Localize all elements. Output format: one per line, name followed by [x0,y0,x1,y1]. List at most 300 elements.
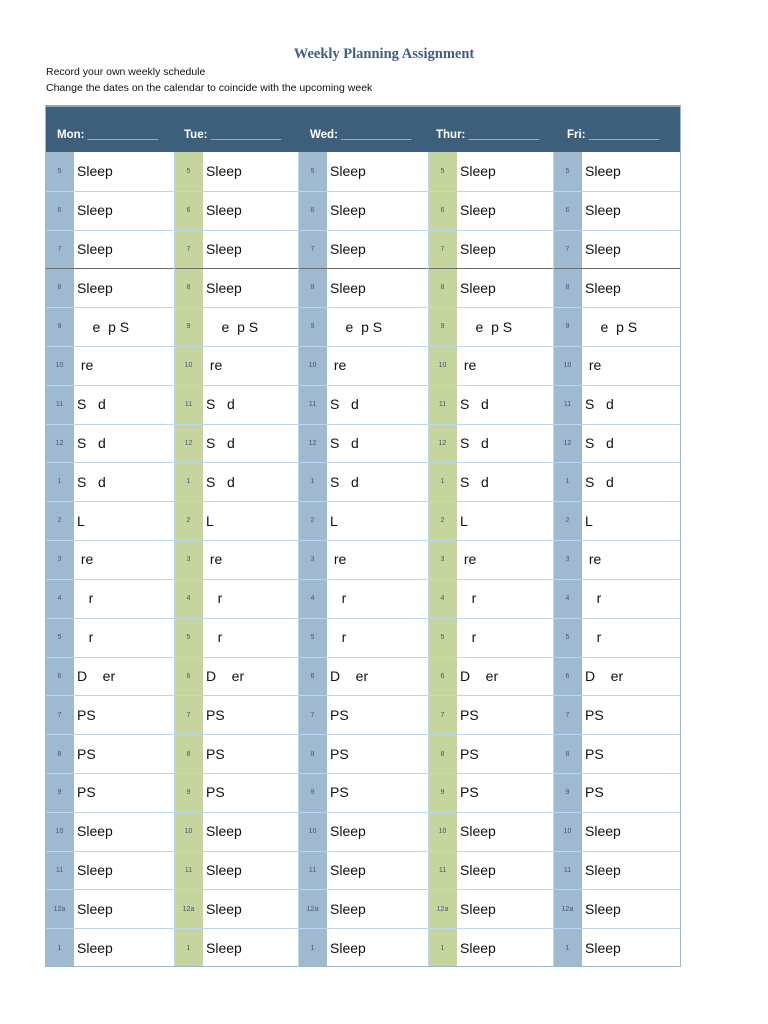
schedule-cell[interactable] [298,851,428,890]
hour-label: 3 [310,555,315,563]
activity-text[interactable]: D er [460,667,499,684]
activity-text[interactable]: Sleep [206,861,242,878]
schedule-cell[interactable] [298,773,428,812]
row-divider [45,346,681,347]
hour-label: 8 [428,734,457,773]
activity-text[interactable]: Sleep [206,939,242,956]
activity-text[interactable]: Sleep [330,202,366,219]
hour-label: 7 [553,695,582,734]
activity-text[interactable]: PS [460,745,479,762]
schedule-cell[interactable] [45,618,174,657]
schedule-cell[interactable] [553,501,681,540]
schedule-cell[interactable] [45,657,174,696]
hour-label: 2 [57,517,62,525]
schedule-cell[interactable] [174,462,298,501]
activity-text[interactable]: PS [330,745,349,762]
activity-text[interactable]: Sleep [77,202,113,219]
schedule-cell[interactable] [428,307,553,346]
schedule-cell[interactable] [428,501,553,540]
schedule-cell[interactable] [298,424,428,463]
row-divider [45,385,681,386]
activity-text[interactable]: re [206,357,223,374]
hour-label: 1 [428,928,457,967]
hour-label: 2 [310,517,315,525]
column-divider [174,152,175,967]
hour-label: 11 [45,851,74,890]
schedule-cell[interactable] [45,191,174,230]
activity-text[interactable]: Sleep [77,823,113,840]
schedule-cell[interactable] [428,424,553,463]
activity-text[interactable]: Sleep [585,861,621,878]
page-title: Weekly Planning Assignment [293,46,475,62]
schedule-cell[interactable] [174,385,298,424]
schedule-cell[interactable] [45,734,174,773]
hour-label: 6 [428,657,457,696]
schedule-cell[interactable] [298,657,428,696]
activity-text[interactable]: Sleep [206,241,242,257]
schedule-cell[interactable] [45,268,174,307]
day-column-wed [298,152,428,967]
hour-label: 5 [186,167,191,175]
hour-label: 12 [184,439,193,447]
hour-label: 10 [45,812,74,851]
activity-text[interactable]: S d [77,473,106,490]
activity-text[interactable]: Sleep [330,939,366,956]
schedule-cell[interactable] [553,540,681,579]
schedule-cell[interactable] [553,268,681,307]
activity-text[interactable]: Sleep [77,241,113,257]
hour-label: 5 [565,633,570,641]
row-divider [45,579,681,580]
activity-text[interactable]: PS [206,784,225,801]
activity-text[interactable]: S d [460,473,489,490]
schedule-cell[interactable] [553,462,681,501]
hour-label: 10 [553,812,582,851]
schedule-cell[interactable] [174,695,298,734]
schedule-cell[interactable] [553,346,681,385]
schedule-cell[interactable] [553,152,681,191]
activity-text[interactable]: Sleep [585,279,621,296]
row-divider [45,851,681,852]
activity-text[interactable]: S d [460,396,489,413]
activity-text[interactable]: Sleep [77,279,113,296]
hour-label: 5 [565,167,570,175]
hour-label: 8 [565,284,570,292]
hour-label: 12a [553,889,582,928]
activity-text[interactable]: Sleep [460,861,496,878]
activity-text[interactable]: S d [330,396,359,413]
hour-label: 7 [174,695,203,734]
schedule-cell[interactable] [298,695,428,734]
activity-text[interactable]: PS [77,784,96,801]
activity-text[interactable]: L [77,512,85,529]
activity-text[interactable]: Sleep [77,861,113,878]
schedule-cell[interactable] [428,618,553,657]
activity-text[interactable]: Sleep [330,900,366,917]
schedule-cell[interactable] [553,928,681,967]
activity-text[interactable]: Sleep [460,900,496,917]
activity-text[interactable]: r [330,590,347,607]
hour-label: 8 [310,284,315,292]
hour-label: 12a [428,889,457,928]
activity-text[interactable]: r [330,629,347,646]
activity-text[interactable]: r [206,590,223,607]
schedule-cell[interactable] [45,579,174,618]
row-divider [45,773,681,774]
column-divider [428,152,429,967]
activity-text[interactable]: Sleep [460,939,496,956]
schedule-cell[interactable] [298,928,428,967]
schedule-cell[interactable] [553,424,681,463]
activity-text[interactable]: r [77,590,94,607]
activity-text[interactable]: Sleep [77,163,113,180]
schedule-cell[interactable] [298,346,428,385]
activity-text[interactable]: S d [585,473,614,490]
row-divider [45,889,681,890]
schedule-cell[interactable] [174,268,298,307]
activity-text[interactable]: r [585,590,602,607]
activity-text[interactable]: Sleep [585,939,621,956]
activity-text[interactable]: r [585,629,602,646]
schedule-cell[interactable] [553,191,681,230]
day-header-tue[interactable]: Tue: ___________ [184,129,281,141]
schedule-cell[interactable] [174,889,298,928]
activity-text[interactable]: Sleep [77,900,113,917]
activity-text[interactable]: e p S [330,318,383,335]
activity-text[interactable]: S d [77,435,106,452]
hour-label: 9 [57,323,62,331]
hour-label: 3 [57,555,62,563]
activity-text[interactable]: Sleep [206,163,242,180]
activity-text[interactable]: S d [585,396,614,413]
activity-text[interactable]: re [77,357,94,374]
schedule-cell[interactable] [174,812,298,851]
activity-text[interactable]: S d [206,473,235,490]
activity-text[interactable]: e p S [77,318,130,335]
row-divider [45,424,681,425]
activity-text[interactable]: L [585,512,593,529]
row-divider [45,618,681,619]
hour-label: 10 [563,361,572,369]
schedule-cell[interactable] [298,618,428,657]
activity-text[interactable]: Sleep [585,823,621,840]
activity-text[interactable]: Sleep [206,823,242,840]
activity-text[interactable]: D er [206,667,245,684]
activity-text[interactable]: re [330,551,347,568]
activity-text[interactable]: S d [585,435,614,452]
schedule-cell[interactable] [45,812,174,851]
activity-text[interactable]: Sleep [585,900,621,917]
schedule-cell[interactable] [428,695,553,734]
activity-text[interactable]: re [77,551,94,568]
schedule-cell[interactable] [553,657,681,696]
schedule-cell[interactable] [428,346,553,385]
activity-text[interactable]: D er [330,667,369,684]
activity-text[interactable]: Sleep [206,202,242,219]
hour-label: 10 [438,361,447,369]
activity-text[interactable]: PS [77,706,96,723]
schedule-cell[interactable] [428,579,553,618]
schedule-cell[interactable] [553,695,681,734]
activity-text[interactable]: Sleep [585,241,621,257]
schedule-cell[interactable] [45,152,174,191]
schedule-cell[interactable] [174,424,298,463]
hour-label: 1 [45,928,74,967]
activity-text[interactable]: Sleep [460,163,496,180]
schedule-cell[interactable] [298,152,428,191]
hour-label: 11 [428,851,457,890]
activity-text[interactable]: Sleep [330,241,366,257]
activity-text[interactable]: r [206,629,223,646]
activity-text[interactable]: PS [206,745,225,762]
hour-label: 7 [440,245,445,253]
schedule-cell[interactable] [553,889,681,928]
day-column-thur [428,152,553,967]
day-header-mon[interactable]: Mon: ___________ [57,129,159,141]
activity-text[interactable]: Sleep [206,279,242,296]
schedule-cell[interactable] [428,230,553,269]
schedule-cell[interactable] [298,230,428,269]
activity-text[interactable]: PS [460,706,479,723]
row-divider [45,695,681,696]
schedule-cell[interactable] [553,579,681,618]
activity-text[interactable]: Sleep [585,202,621,219]
schedule-cell[interactable] [174,579,298,618]
hour-label: 7 [186,245,191,253]
schedule-cell[interactable] [45,928,174,967]
schedule-cell[interactable] [45,851,174,890]
schedule-cell[interactable] [298,462,428,501]
schedule-cell[interactable] [298,501,428,540]
activity-text[interactable]: PS [206,706,225,723]
schedule-cell[interactable] [553,812,681,851]
schedule-cell[interactable] [174,152,298,191]
hour-label: 3 [186,555,191,563]
hour-label: 12a [45,889,74,928]
activity-text[interactable]: L [330,512,338,529]
schedule-cell[interactable] [428,812,553,851]
schedule-cell[interactable] [428,268,553,307]
schedule-cell[interactable] [428,540,553,579]
hour-label: 12a [174,889,203,928]
schedule-cell[interactable] [428,851,553,890]
hour-label: 2 [440,517,445,525]
activity-text[interactable]: PS [585,784,604,801]
activity-text[interactable]: S d [330,435,359,452]
schedule-cell[interactable] [45,346,174,385]
hour-label: 1 [565,478,570,486]
activity-text[interactable]: Sleep [585,163,621,180]
activity-text[interactable]: re [330,357,347,374]
activity-text[interactable]: Sleep [460,823,496,840]
schedule-cell[interactable] [553,230,681,269]
day-header-wed[interactable]: Wed: ___________ [310,129,412,141]
hour-label: 6 [565,206,570,214]
activity-text[interactable]: re [460,551,477,568]
hour-label: 9 [310,323,315,331]
schedule-cell[interactable] [428,657,553,696]
activity-text[interactable]: D er [77,667,116,684]
activity-text[interactable]: re [460,357,477,374]
day-header-thur[interactable]: Thur: ___________ [436,129,539,141]
activity-text[interactable]: Sleep [77,939,113,956]
schedule-cell[interactable] [298,268,428,307]
column-divider [553,152,554,967]
activity-text[interactable]: PS [330,784,349,801]
schedule-cell[interactable] [174,773,298,812]
schedule-cell[interactable] [174,618,298,657]
grid-border [45,966,681,967]
hour-label: 6 [553,657,582,696]
activity-text[interactable]: e p S [460,318,513,335]
schedule-cell[interactable] [174,657,298,696]
activity-text[interactable]: Sleep [460,241,496,257]
schedule-cell[interactable] [428,191,553,230]
activity-text[interactable]: PS [460,784,479,801]
activity-text[interactable]: L [460,512,468,529]
activity-text[interactable]: Sleep [330,861,366,878]
hour-label: 5 [57,633,62,641]
schedule-cell[interactable] [174,851,298,890]
schedule-cell[interactable] [428,889,553,928]
hour-label: 4 [186,594,191,602]
schedule-cell[interactable] [298,385,428,424]
activity-text[interactable]: D er [585,667,624,684]
row-divider [45,928,681,929]
hour-label: 12 [563,439,572,447]
hour-label: 11 [298,851,327,890]
activity-text[interactable]: e p S [206,318,259,335]
schedule-cell[interactable] [45,889,174,928]
hour-label: 5 [440,633,445,641]
day-header-fri[interactable]: Fri: ___________ [567,129,660,141]
activity-text[interactable]: PS [330,706,349,723]
row-divider [45,812,681,813]
schedule-cell[interactable] [553,385,681,424]
schedule-cell[interactable] [553,307,681,346]
hour-label: 1 [186,478,191,486]
schedule-cell[interactable] [174,307,298,346]
activity-text[interactable]: S d [206,435,235,452]
schedule-cell[interactable] [174,540,298,579]
activity-text[interactable]: PS [77,745,96,762]
activity-text[interactable]: S d [77,396,106,413]
hour-label: 11 [174,851,203,890]
activity-text[interactable]: S d [460,435,489,452]
activity-text[interactable]: PS [585,706,604,723]
activity-text[interactable]: PS [585,745,604,762]
hour-label: 5 [186,633,191,641]
hour-label: 10 [308,361,317,369]
activity-text[interactable]: re [585,357,602,374]
activity-text[interactable]: Sleep [330,279,366,296]
hour-label: 7 [428,695,457,734]
hour-label: 6 [186,206,191,214]
schedule-cell[interactable] [553,851,681,890]
day-column-tue [174,152,298,967]
activity-text[interactable]: re [206,551,223,568]
schedule-cell[interactable] [174,734,298,773]
hour-label: 1 [440,478,445,486]
schedule-cell[interactable] [298,734,428,773]
schedule-cell[interactable] [45,695,174,734]
activity-text[interactable]: L [206,512,214,529]
hour-label: 4 [57,594,62,602]
hour-label: 3 [565,555,570,563]
schedule-cell[interactable] [298,191,428,230]
schedule-cell[interactable] [174,928,298,967]
activity-text[interactable]: Sleep [330,823,366,840]
schedule-cell[interactable] [553,773,681,812]
row-divider [45,268,681,269]
schedule-cell[interactable] [45,307,174,346]
schedule-grid [45,105,681,967]
hour-label: 10 [55,361,64,369]
activity-text[interactable]: r [460,629,477,646]
hour-label: 9 [186,323,191,331]
row-divider [45,191,681,192]
instruction-line: Record your own weekly schedule [46,66,206,78]
hour-label: 9 [553,773,582,812]
schedule-cell[interactable] [298,812,428,851]
schedule-cell[interactable] [45,540,174,579]
schedule-cell[interactable] [298,889,428,928]
schedule-cell[interactable] [298,307,428,346]
schedule-cell[interactable] [298,540,428,579]
hour-label: 1 [57,478,62,486]
schedule-cell[interactable] [298,579,428,618]
activity-text[interactable]: S d [206,396,235,413]
activity-text[interactable]: Sleep [460,202,496,219]
schedule-cell[interactable] [45,501,174,540]
activity-text[interactable]: Sleep [206,900,242,917]
activity-text[interactable]: re [585,551,602,568]
activity-text[interactable]: S d [330,473,359,490]
schedule-cell[interactable] [428,928,553,967]
schedule-cell[interactable] [428,734,553,773]
activity-text[interactable]: r [460,590,477,607]
schedule-cell[interactable] [174,230,298,269]
hour-label: 9 [440,323,445,331]
activity-text[interactable]: Sleep [460,279,496,296]
schedule-cell[interactable] [45,424,174,463]
hour-label: 6 [298,657,327,696]
activity-text[interactable]: r [77,629,94,646]
schedule-cell[interactable] [174,191,298,230]
schedule-cell[interactable] [45,462,174,501]
schedule-cell[interactable] [428,385,553,424]
schedule-cell[interactable] [45,385,174,424]
schedule-cell[interactable] [428,462,553,501]
hour-label: 5 [57,167,62,175]
hour-label: 8 [440,284,445,292]
schedule-cell[interactable] [45,773,174,812]
hour-label: 7 [310,245,315,253]
schedule-cell[interactable] [428,152,553,191]
hour-label: 9 [45,773,74,812]
hour-label: 10 [184,361,193,369]
grid-border [45,105,46,967]
hour-label: 9 [428,773,457,812]
activity-text[interactable]: e p S [585,318,638,335]
schedule-cell[interactable] [174,501,298,540]
schedule-cell[interactable] [553,734,681,773]
schedule-cell[interactable] [428,773,553,812]
schedule-cell[interactable] [45,230,174,269]
schedule-cell[interactable] [174,346,298,385]
schedule-cell[interactable] [553,618,681,657]
activity-text[interactable]: Sleep [330,163,366,180]
